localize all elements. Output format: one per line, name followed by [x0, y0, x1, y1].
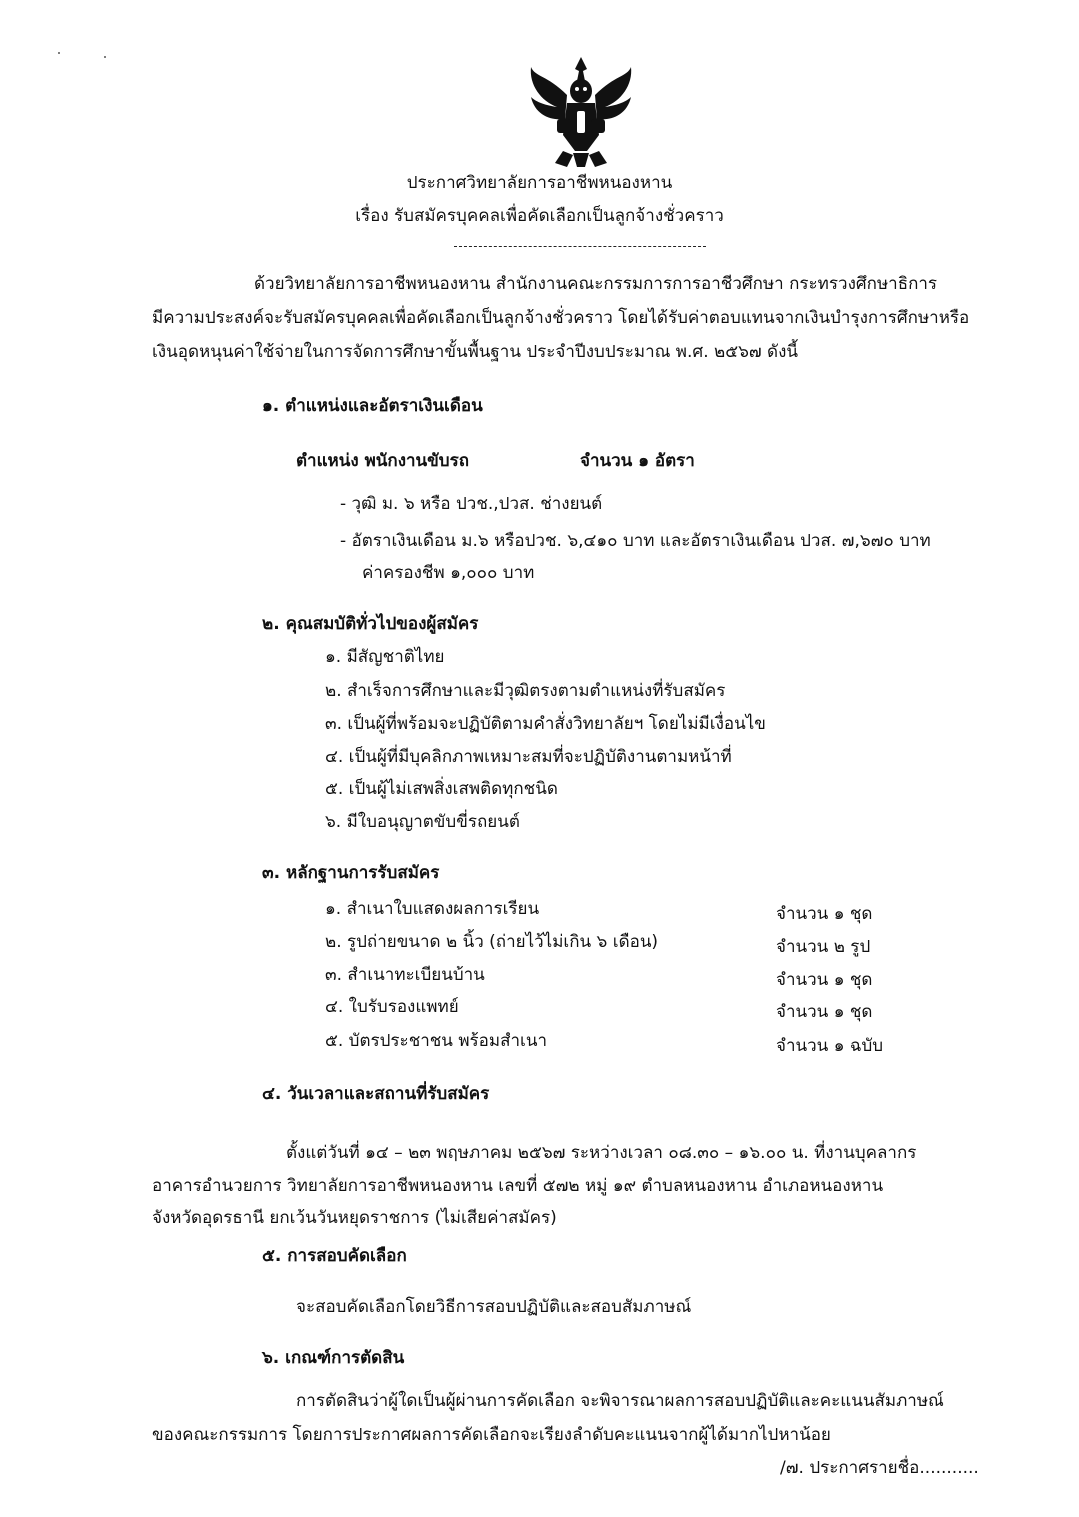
document-item: ๔. ใบรับรองแพทย์ [325, 997, 459, 1017]
document-qty: จำนวน ๑ ชุด [776, 1002, 873, 1022]
list-item: ๔. เป็นผู้ที่มีบุคลิกภาพเหมาะสมที่จะปฏิบัติงานตามหน้าที่ [325, 747, 732, 767]
schedule-line-3: จังหวัดอุดรธานี ยกเว้นวันหยุดราชการ (ไม่เสียค่าสมัคร) [152, 1208, 557, 1228]
intro-line-2: มีความประสงค์จะรับสมัครบุคคลเพื่อคัดเลือกเป็นลูกจ้างชั่วคราว โดยได้รับค่าตอบแทนจากเงินบำรุงการศึกษาหรือ [152, 308, 970, 328]
announcement-title: ประกาศวิทยาลัยการอาชีพหนองหาน [406, 173, 673, 193]
position-count: จำนวน ๑ อัตรา [580, 451, 695, 471]
cost-of-living: ค่าครองชีพ ๑,๐๐๐ บาท [362, 563, 535, 583]
continued-note: /๗. ประกาศรายชื่อ........... [780, 1458, 979, 1478]
document-item: ๒. รูปถ่ายขนาด ๒ นิ้ว (ถ่ายไว้ไม่เกิน ๖ เดือน) [325, 932, 659, 952]
garuda-emblem-icon [527, 55, 635, 170]
document-qty: จำนวน ๑ ชุด [776, 904, 873, 924]
announcement-subject: เรื่อง รับสมัครบุคคลเพื่อคัดเลือกเป็นลูกจ้างชั่วคราว [355, 206, 724, 226]
title-divider [454, 246, 706, 247]
criteria-line-2: ของคณะกรรมการ โดยการประกาศผลการคัดเลือกจะเรียงลำดับคะแนนจากผู้ได้มากไปหาน้อย [152, 1425, 831, 1445]
section-6-heading: ๖. เกณฑ์การตัดสิน [262, 1348, 405, 1368]
document-qty: จำนวน ๒ รูป [776, 937, 871, 957]
document-item: ๓. สำเนาทะเบียนบ้าน [325, 965, 485, 985]
document-qty: จำนวน ๑ ฉบับ [776, 1036, 884, 1056]
qualification-bullet: - วุฒิ ม. ๖ หรือ ปวช.,ปวส. ช่างยนต์ [340, 494, 603, 514]
list-item: ๕. เป็นผู้ไม่เสพสิ่งเสพติดทุกชนิด [325, 779, 558, 799]
schedule-line-1: ตั้งแต่วันที่ ๑๔ – ๒๓ พฤษภาคม ๒๕๖๗ ระหว่างเวลา ๐๘.๓๐ – ๑๖.๐๐ น. ที่งานบุคลากร [286, 1143, 917, 1163]
list-item: ๓. เป็นผู้ที่พร้อมจะปฏิบัติตามคำสั่งวิทยาลัยฯ โดยไม่มีเงื่อนไข [325, 714, 766, 734]
document-item: ๑. สำเนาใบแสดงผลการเรียน [325, 899, 540, 919]
schedule-line-2: อาคารอำนวยการ วิทยาลัยการอาชีพหนองหาน เลขที่ ๕๗๒ หมู่ ๑๙ ตำบลหนองหาน อำเภอหนองหาน [152, 1176, 884, 1196]
intro-line-3: เงินอุดหนุนค่าใช้จ่ายในการจัดการศึกษาขั้นพื้นฐาน ประจำปีงบประมาณ พ.ศ. ๒๕๖๗ ดังนี้ [152, 342, 799, 362]
section-4-heading: ๔. วันเวลาและสถานที่รับสมัคร [262, 1084, 490, 1104]
list-item: ๑. มีสัญชาติไทย [325, 647, 445, 667]
list-item: ๖. มีใบอนุญาตขับขี่รถยนต์ [325, 812, 520, 832]
document-qty: จำนวน ๑ ชุด [776, 970, 873, 990]
salary-bullet: - อัตราเงินเดือน ม.๖ หรือปวช. ๖,๔๑๐ บาท และอัตราเงินเดือน ปวส. ๗,๖๗๐ บาท [340, 531, 931, 551]
scan-speck [58, 52, 60, 54]
list-item: ๒. สำเร็จการศึกษาและมีวุฒิตรงตามตำแหน่งที่รับสมัคร [325, 681, 726, 701]
intro-line-1: ด้วยวิทยาลัยการอาชีพหนองหาน สำนักงานคณะกรรมการการอาชีวศึกษา กระทรวงศึกษาธิการ [254, 274, 938, 294]
section-2-heading: ๒. คุณสมบัติทั่วไปของผู้สมัคร [262, 614, 479, 634]
section-3-heading: ๓. หลักฐานการรับสมัคร [262, 863, 440, 883]
section-1-heading: ๑. ตำแหน่งและอัตราเงินเดือน [262, 396, 483, 416]
selection-method: จะสอบคัดเลือกโดยวิธีการสอบปฏิบัติและสอบสัมภาษณ์ [296, 1297, 692, 1317]
document-item: ๕. บัตรประชาชน พร้อมสำเนา [325, 1031, 547, 1051]
criteria-line-1: การตัดสินว่าผู้ใดเป็นผู้ผ่านการคัดเลือก จะพิจารณาผลการสอบปฏิบัติและคะแนนสัมภาษณ์ [296, 1391, 944, 1411]
position-title: ตำแหน่ง พนักงานขับรถ [296, 451, 470, 471]
section-5-heading: ๕. การสอบคัดเลือก [262, 1246, 407, 1266]
scan-speck [104, 56, 106, 58]
